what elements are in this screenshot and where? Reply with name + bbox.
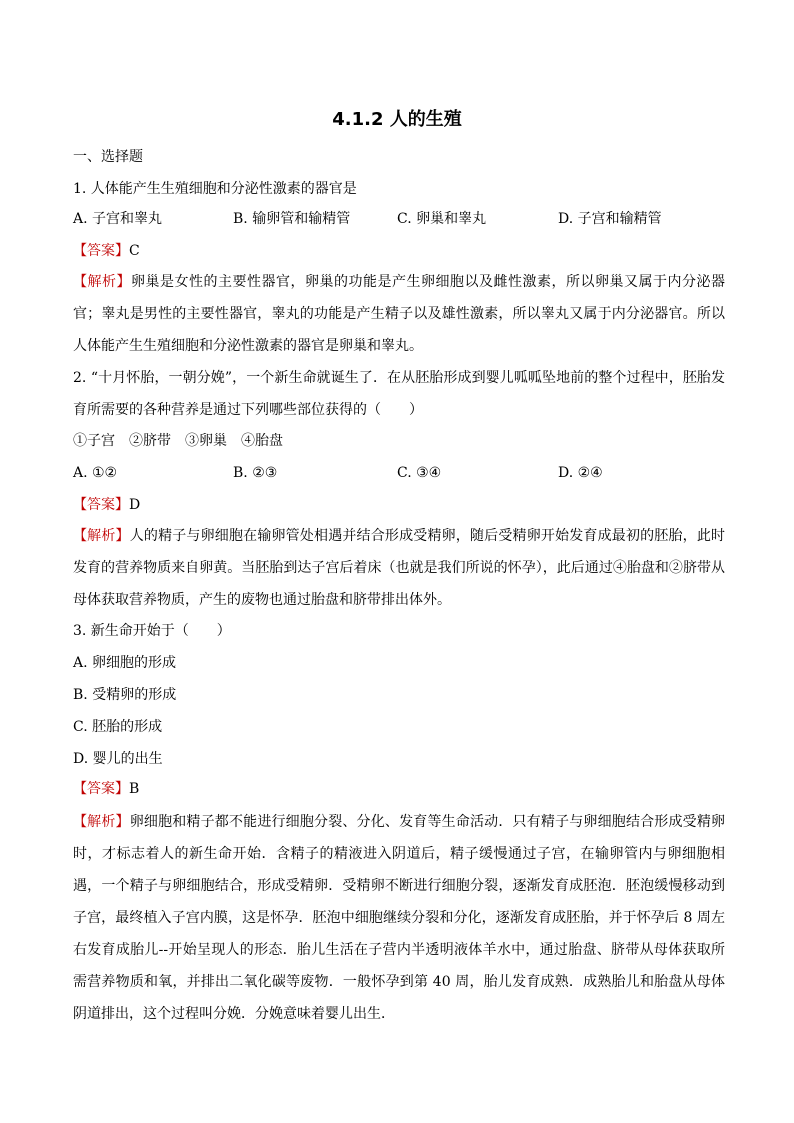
analysis-tag: 【解析】 [73,814,130,830]
q1-options [73,210,733,228]
q1-answer-value: C [129,243,140,259]
q2-stem: 2. “十月怀胎，一朝分娩”，一个新生命就诞生了．在从胚胎形成到婴儿呱呱坠地前的整个过程中，胚胎发育所需要的各种营养是通过下列哪些部位获得的（ ） [73,370,725,418]
q1-option-a: A. 子宫和睾丸 [73,211,163,227]
q3-answer-value: B [129,781,140,797]
page-title: 4.1.2 人的生殖 [332,109,462,130]
analysis-tag: 【解析】 [73,274,131,290]
q2-option-d: D. ②④ [558,465,603,481]
q1-analysis [73,266,725,362]
section-heading: 一、选择题 [73,149,143,165]
q3-option-c: C. 胚胎的形成 [73,719,163,735]
q1-stem: 1. 人体能产生生殖细胞和分泌性激素的器官是 [73,181,357,197]
q1-option-b: B. 输卵管和输精管 [233,211,351,227]
q2-option-b: B. ②③ [233,465,278,481]
q2-option-c: C. ③④ [397,465,442,481]
q2-answer [73,496,733,514]
answer-tag: 【答案】 [73,497,129,513]
analysis-tag: 【解析】 [73,528,130,544]
q2-option-a: A. ①② [73,465,118,481]
answer-tag: 【答案】 [73,243,129,259]
q3-answer [73,780,733,798]
q1-answer [73,242,733,260]
q3-analysis-text: 卵细胞和精子都不能进行细胞分裂、分化、发育等生命活动．只有精子与卵细胞结合形成受精卵时，才标志着人的新生命开始．含精子的精液进入阴道后，精子缓慢通过子宫，在输卵管内与卵细胞相遇，一个精子与卵细胞结合，形成受精卵．受精卵不断进行细胞分裂，逐渐发育成胚泡．胚泡缓慢移动到子宫，最终植入子宫内膜，这是怀孕．胚泡中细胞继续分裂和分化，逐渐发育成胚胎，并于怀孕后 8 周左右发育成胎儿--开始呈现人的形态．胎儿生活在子营内半透明液体羊水中，通过胎盘、脐带从母体获取所需营养物质和氧，并排出二氧化碳等废物．一般怀孕到第 40 周，胎儿发育成熟．成熟胎儿和胎盘从母体阴道排出，这个过程叫分娩．分娩意味着婴儿出生． [73,814,726,1022]
q3-option-b: B. 受精卵的形成 [73,687,177,703]
q3-analysis [73,806,725,1030]
q3-stem: 3. 新生命开始于（ ） [73,623,231,639]
q2-analysis [73,520,725,616]
q2-items: ①子宫 ②脐带 ③卵巢 ④胎盘 [73,433,283,449]
q1-option-c: C. 卵巢和睾丸 [397,211,487,227]
q1-option-d: D. 子宫和输精管 [558,211,662,227]
q3-option-d: D. 婴儿的出生 [73,751,163,767]
q1-analysis-text: 卵巢是女性的主要性器官，卵巢的功能是产生卵细胞以及雌性激素，所以卵巢又属于内分泌器官；睾丸是男性的主要性器官，睾丸的功能是产生精子以及雄性激素，所以睾丸又属于内分泌器官。所以人体能产生生殖细胞和分泌性激素的器官是卵巢和睾丸。 [73,274,725,354]
q2-answer-value: D [129,497,141,513]
q3-option-a: A. 卵细胞的形成 [73,655,177,671]
q2-analysis-text: 人的精子与卵细胞在输卵管处相遇并结合形成受精卵，随后受精卵开始发育成最初的胚胎，此时发育的营养物质来自卵黄。当胚胎到达子宫后着床（也就是我们所说的怀孕），此后通过④胎盘和②脐带从母体获取营养物质，产生的废物也通过胎盘和脐带排出体外。 [73,528,726,608]
q2-options [73,464,733,482]
answer-tag: 【答案】 [73,781,129,797]
